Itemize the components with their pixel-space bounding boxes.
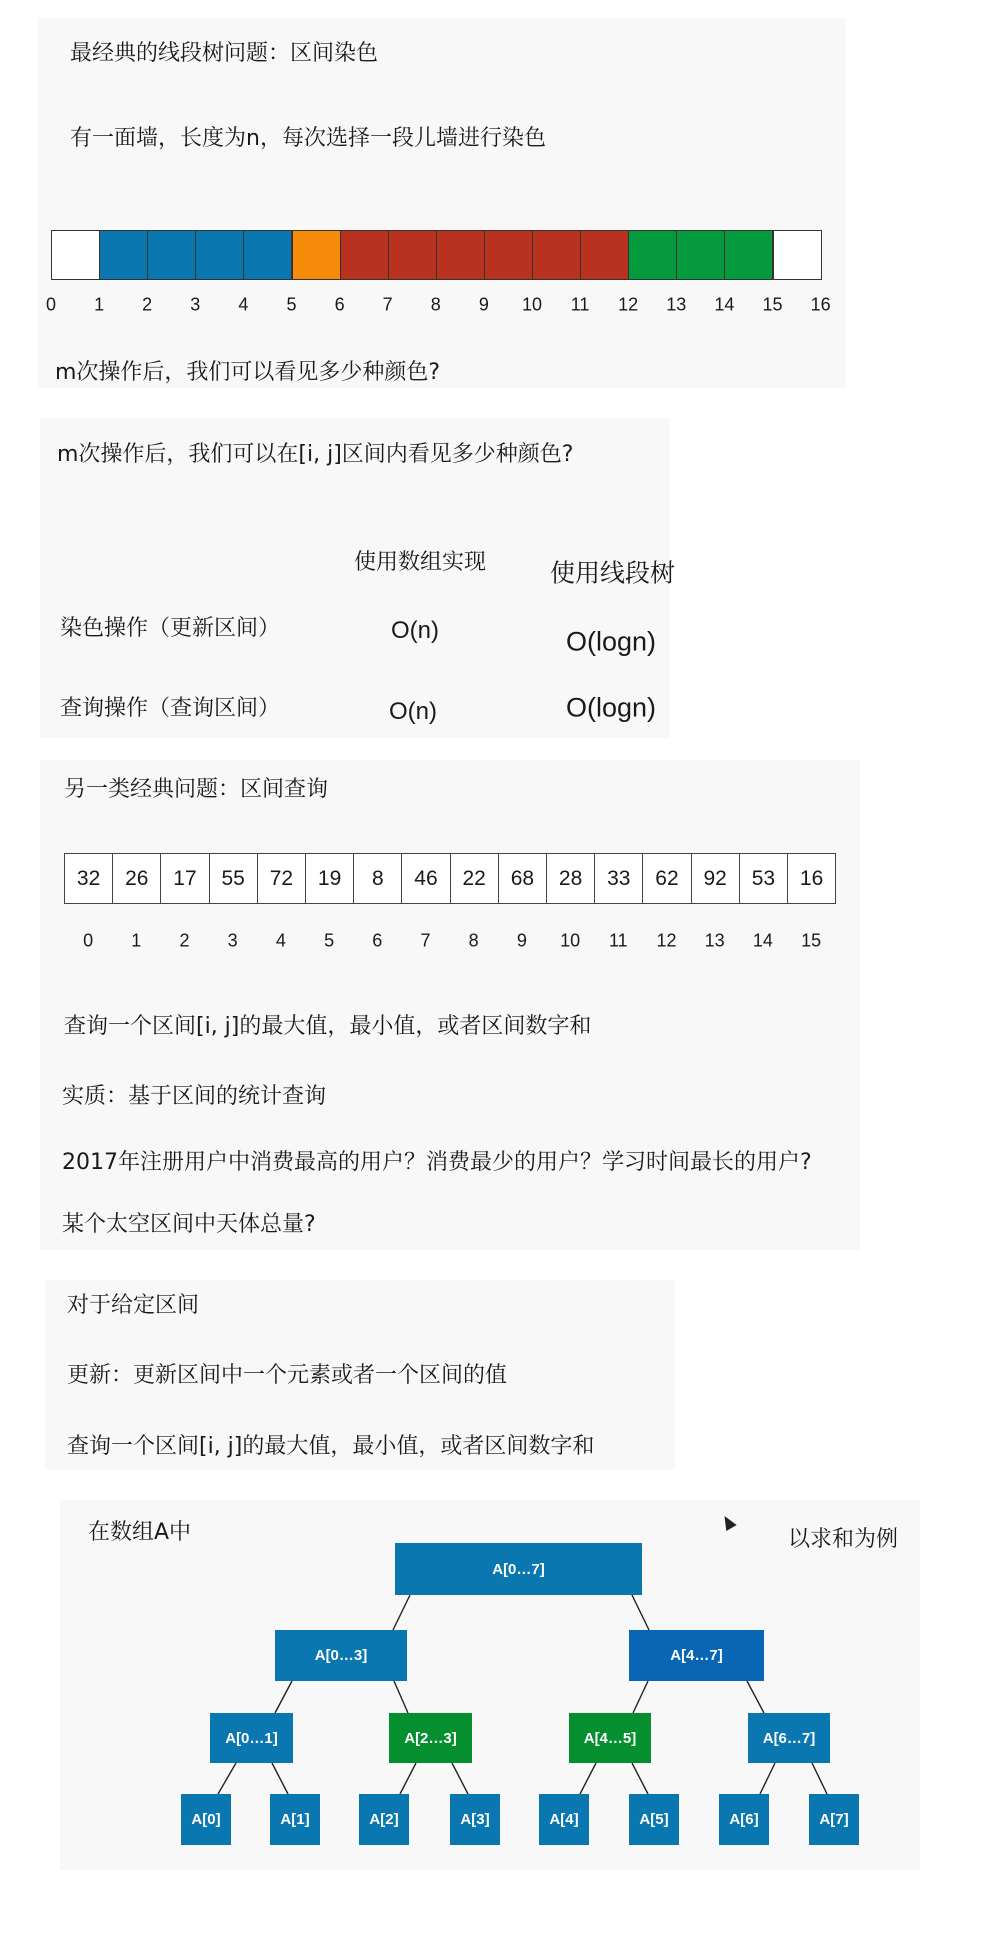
array-index-label: 0	[83, 930, 94, 951]
tree-right-label: 以求和为例	[788, 1527, 899, 1552]
array-index-label: 12	[656, 930, 677, 951]
array-cell: 72	[257, 853, 306, 904]
wall-tick-label: 2	[142, 294, 153, 315]
array-index-label: 15	[801, 930, 822, 951]
tree-node-0-3: A[0…3]	[275, 1630, 407, 1681]
wall-tick-label: 15	[762, 294, 783, 315]
table-cell-segtree: O(logn)	[566, 692, 657, 723]
array-cell: 8	[353, 853, 402, 904]
update-description: 更新：更新区间中一个元素或者一个区间的值	[67, 1363, 508, 1388]
example-users: 2017年注册用户中消费最高的用户？消费最少的用户？学习时间最长的用户?	[62, 1150, 812, 1175]
wall-tick-label: 8	[430, 294, 441, 315]
array-cell: 19	[305, 853, 354, 904]
tree-leaf-node: A[0]	[181, 1794, 231, 1845]
array-index-label: 11	[608, 930, 628, 951]
wall-tick-label: 16	[810, 294, 831, 315]
query-description-2: 查询一个区间[i, j]的最大值，最小值，或者区间数字和	[67, 1434, 595, 1459]
tree-leaf-node: A[3]	[450, 1794, 500, 1845]
array-cell: 26	[112, 853, 161, 904]
array-index-label: 9	[516, 930, 527, 951]
array-cell: 92	[691, 853, 740, 904]
table-row-label: 染色操作（更新区间）	[60, 616, 281, 641]
array-cell: 17	[160, 853, 209, 904]
table-cell-array: O(n)	[389, 698, 437, 725]
tree-node-2-3: A[2…3]	[389, 1713, 472, 1763]
wall-tick-label: 11	[570, 294, 590, 315]
example-space: 某个太空区间中天体总量?	[62, 1212, 316, 1237]
question-colors-interval: m次操作后，我们可以在[i, j]区间内看见多少种颜色?	[57, 442, 574, 467]
array-index-label: 4	[275, 930, 286, 951]
array-cell: 22	[450, 853, 499, 904]
tree-leaf-node: A[2]	[359, 1794, 409, 1845]
wall-tick-label: 14	[714, 294, 735, 315]
table-cell-array: O(n)	[391, 617, 439, 644]
wall-tick-label: 7	[382, 294, 393, 315]
tree-node-4-5: A[4…5]	[569, 1713, 651, 1763]
array-cell: 16	[787, 853, 836, 904]
tree-leaf-node: A[6]	[719, 1794, 769, 1845]
tree-node-root: A[0…7]	[395, 1543, 642, 1595]
tree-leaf-node: A[4]	[539, 1794, 589, 1845]
tree-node-6-7: A[6…7]	[748, 1713, 830, 1763]
wall-tick-label: 4	[238, 294, 249, 315]
array-cell: 62	[642, 853, 691, 904]
wall-tick-label: 0	[45, 294, 57, 315]
table-header-segment-tree: 使用线段树	[550, 558, 676, 588]
array-index-label: 10	[560, 930, 581, 951]
wall-description: 有一面墙，长度为n，每次选择一段儿墙进行染色	[70, 126, 546, 151]
array-index-label: 2	[179, 930, 190, 951]
tree-node-4-7: A[4…7]	[629, 1630, 764, 1681]
tree-node-0-1: A[0…1]	[210, 1713, 293, 1763]
array-cell: 68	[498, 853, 547, 904]
table-row-label: 查询操作（查询区间）	[60, 696, 281, 721]
array-cell: 33	[594, 853, 643, 904]
array-index-label: 13	[704, 930, 725, 951]
array-index-label: 3	[227, 930, 238, 951]
wall-tick-label: 1	[94, 294, 105, 315]
wall-tick-label: 3	[190, 294, 201, 315]
array-cell: 53	[739, 853, 788, 904]
given-interval-heading: 对于给定区间	[67, 1293, 200, 1318]
array-index-label: 6	[372, 930, 383, 951]
array-index-label: 5	[324, 930, 335, 951]
wall-tick-label: 10	[521, 294, 543, 315]
array-cell: 28	[546, 853, 595, 904]
wall-tick-label: 5	[286, 294, 297, 315]
query-description: 查询一个区间[i, j]的最大值，最小值，或者区间数字和	[64, 1014, 592, 1039]
array-cell: 46	[401, 853, 450, 904]
tree-leaf-node: A[5]	[629, 1794, 679, 1845]
array-cell: 32	[64, 853, 113, 904]
tree-leaf-node: A[1]	[270, 1794, 320, 1845]
section-title-interval-coloring: 最经典的线段树问题：区间染色	[70, 41, 379, 66]
table-header-array: 使用数组实现	[354, 550, 487, 575]
array-index-label: 1	[131, 930, 142, 951]
question-colors-total: m次操作后，我们可以看见多少种颜色?	[55, 360, 441, 385]
wall-tick-label: 9	[478, 294, 489, 315]
array-index-label: 7	[420, 930, 431, 951]
array-index-label: 8	[468, 930, 479, 951]
essence-description: 实质：基于区间的统计查询	[62, 1084, 327, 1109]
wall-tick-label: 13	[666, 294, 687, 315]
tree-leaf-node: A[7]	[809, 1794, 859, 1845]
array-index-label: 14	[752, 930, 773, 951]
wall-tick-label: 12	[618, 294, 639, 315]
table-cell-segtree: O(logn)	[566, 626, 657, 657]
wall-tick-label: 6	[334, 294, 345, 315]
array-cell: 55	[209, 853, 258, 904]
tree-left-label: 在数组A中	[88, 1520, 192, 1545]
section-title-interval-query: 另一类经典问题：区间查询	[64, 777, 329, 802]
